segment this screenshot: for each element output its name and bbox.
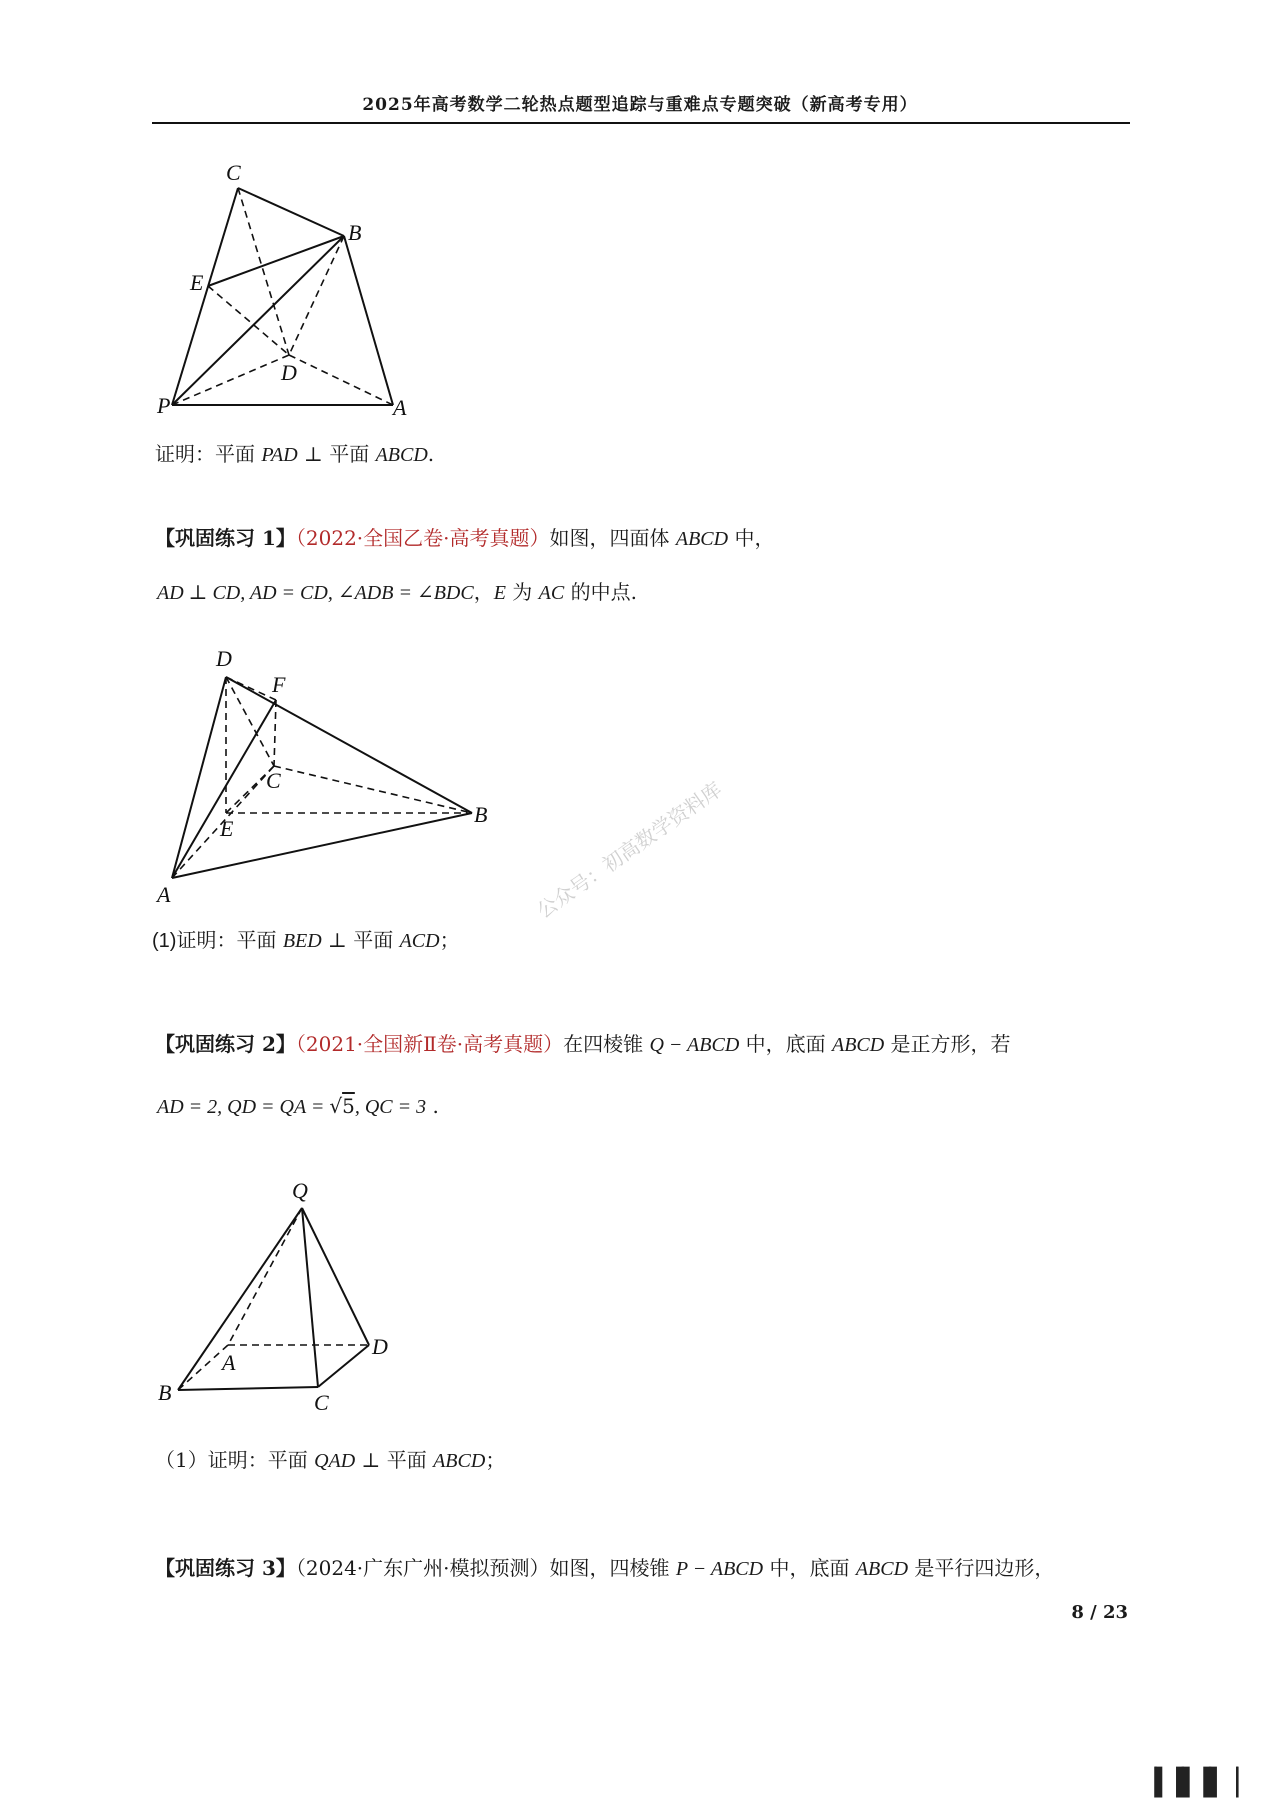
vertex-label-b: B	[158, 1380, 172, 1405]
edge-pd	[172, 355, 289, 405]
edge-fc	[274, 700, 276, 766]
page-header-title: 2025年高考数学二轮热点题型追踪与重难点专题突破（新高考专用）	[362, 95, 918, 115]
exercise-2-conditions: AD = 2, QD = QA = √5, QC = 3 .	[157, 1094, 439, 1118]
vertex-label-b: B	[348, 220, 362, 245]
vertex-label-p: P	[157, 393, 171, 418]
edge-cb	[238, 188, 344, 236]
edge-ed	[208, 286, 289, 355]
vertex-label-d: D	[281, 360, 297, 385]
figure-1-pyramid	[150, 150, 430, 425]
vertex-label-a: A	[222, 1350, 236, 1375]
exercise-2-heading: 【巩固练习 2】（2021·全国新Ⅱ卷·高考真题）在四棱锥 Q − ABCD 中，底面 ABCD 是正方形，若	[155, 1032, 1011, 1056]
vertex-label-q: Q	[292, 1178, 308, 1203]
vertex-label-e: E	[220, 816, 234, 841]
exercise-3-heading: 【巩固练习 3】（2024·广东广州·模拟预测）如图，四棱锥 P − ABCD 中，底面 ABCD 是平行四边形，	[155, 1556, 1055, 1580]
figure-2-tetrahedron	[150, 640, 500, 910]
vertex-label-d: D	[216, 646, 232, 671]
exercise-tag: 【巩固练习 3】	[155, 1556, 296, 1580]
edge-af	[172, 700, 276, 878]
vertex-label-d: D	[372, 1334, 388, 1359]
vertex-label-c: C	[266, 768, 281, 793]
vertex-label-e: E	[190, 270, 204, 295]
edge-cb	[274, 766, 472, 813]
edge-qb	[178, 1208, 302, 1390]
vertex-label-a: A	[157, 882, 171, 907]
exercise-tag: 【巩固练习 1】	[155, 526, 296, 550]
vertex-label-f: F	[272, 672, 286, 697]
problem-proof-statement: 证明：平面 PAD ⊥ 平面 ABCD.	[155, 442, 435, 466]
bottom-bars-icon: ▕▌▐▌▐▌▕▏	[1140, 1768, 1250, 1798]
header-rule	[152, 122, 1130, 124]
edge-qa	[228, 1208, 302, 1345]
exercise-tag: 【巩固练习 2】	[155, 1032, 296, 1056]
edge-cd	[318, 1345, 369, 1387]
edge-eb	[208, 236, 344, 286]
vertex-label-c: C	[314, 1390, 329, 1415]
watermark-text: 公众号：初高数学资料库	[532, 777, 727, 923]
exercise-source: （2022·全国乙卷·高考真题）	[295, 526, 550, 550]
exercise-1-heading: 【巩固练习 1】（2022·全国乙卷·高考真题）如图，四面体 ABCD 中，	[155, 526, 775, 550]
exercise-source: （2021·全国新Ⅱ卷·高考真题）	[295, 1032, 564, 1056]
edge-ba	[344, 236, 393, 405]
vertex-label-b: B	[474, 802, 488, 827]
edge-bc	[178, 1387, 318, 1390]
vertex-label-a: A	[393, 395, 407, 420]
exercise-2-part-1: （1）证明：平面 QAD ⊥ 平面 ABCD；	[155, 1448, 506, 1472]
exercise-1-part-1: (1)证明：平面 BED ⊥ 平面 ACD；	[152, 928, 460, 952]
exercise-1-conditions: AD ⊥ CD, AD = CD, ∠ADB = ∠BDC，E 为 AC 的中点.	[157, 580, 637, 604]
edge-da	[289, 355, 393, 405]
edge-ab	[172, 813, 472, 878]
figure-3-square-pyramid	[150, 1175, 410, 1420]
exercise-source: （2024·广东广州·模拟预测）	[295, 1556, 550, 1580]
vertex-label-c: C	[226, 160, 241, 185]
page-number: 8 / 23	[1071, 1602, 1128, 1623]
